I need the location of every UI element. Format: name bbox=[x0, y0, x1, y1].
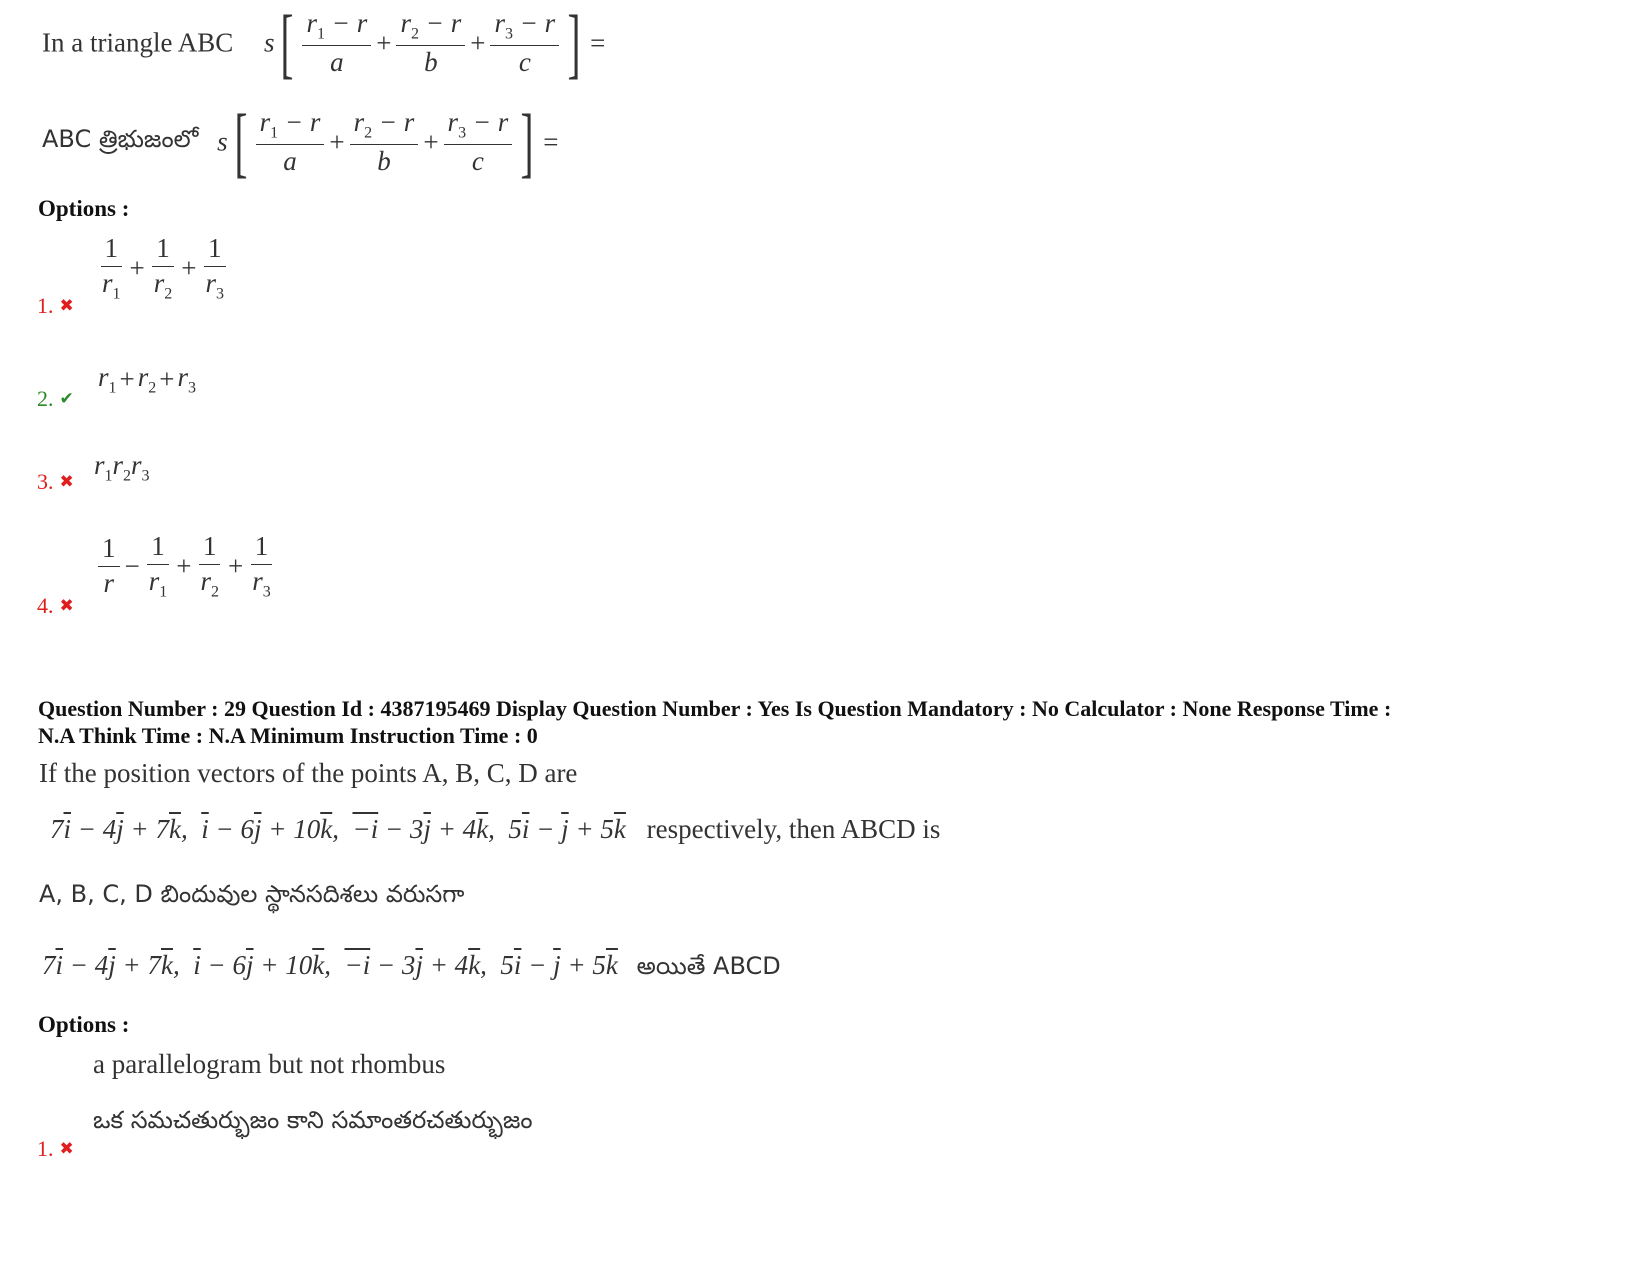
correct-check-icon: ✔ bbox=[59, 389, 74, 409]
vectors-expression-te: $7\overline{i} - 4\overline{j} + 7\overline{k}$, $\overline{i} - 6\overline{j} + 10\overline{k}$, $-i - 3\overline{j} + 4\overline{k}$, $5\overline{i} - \overline{j} + 5\overline{k}$ bbox=[42, 950, 618, 980]
wrong-mark-icon: ✖ bbox=[59, 296, 74, 316]
option-1-expression[interactable]: $\frac{1}{r_1}$ + $\frac{1}{r_2}$ + $\frac{1}{r_3}$ bbox=[102, 233, 225, 303]
option-1-status bbox=[37, 293, 74, 319]
stem-te-prefix: ABC త్రిభుజంలో bbox=[42, 125, 199, 154]
option-2-status bbox=[37, 386, 74, 412]
option-1-text-te-wrap[interactable] bbox=[93, 1104, 533, 1140]
stem-en-prefix: In a triangle ABC bbox=[42, 27, 234, 58]
stem-expression: s[ $\frac{r_1 - r}{a}$ + $\frac{r_2 - r}{b}$ + $\frac{r_3 - r}{c}$ ] = bbox=[263, 0, 606, 86]
option-1-text-te: ఒక సమచతుర్భుజం కాని సమాంతరచతుర్భుజం bbox=[93, 1106, 533, 1134]
option-number: 2. bbox=[37, 386, 54, 411]
stem-te-line1-text: A, B, C, D బిందువుల స్థానసదిశలు వరుసగా bbox=[39, 880, 465, 908]
wrong-mark-icon: ✖ bbox=[59, 1139, 74, 1159]
question-29-stem-en-line1: If the position vectors of the points A, B, C, D are bbox=[39, 758, 578, 788]
option-3-expression[interactable]: $r_1r_2r_3$ bbox=[94, 450, 150, 485]
stem-en-suffix: respectively, then ABCD is bbox=[646, 814, 941, 844]
stem-te-suffix: అయితే ABCD bbox=[636, 952, 781, 980]
meta-line-2: N.A Think Time : N.A Minimum Instruction Time : 0 bbox=[38, 723, 538, 748]
option-number: 1. bbox=[37, 293, 54, 318]
option-3-status bbox=[37, 469, 74, 495]
option-2-expression[interactable]: $r_1 + r_2 + r_3$ bbox=[98, 362, 197, 397]
option-1-text-en[interactable]: a parallelogram but not rhombus bbox=[93, 1049, 446, 1079]
vectors-expression: $7\overline{i} - 4\overline{j} + 7\overline{k}$, $\overline{i} - 6\overline{j} + 10\overline{k}$, $-i - 3\overline{j} + 4\overline{k}$, $5\overline{i} - \overline{j} + 5\overline{k}$ bbox=[50, 814, 626, 844]
option-number: 4. bbox=[37, 593, 54, 618]
question-29-stem-te-line1 bbox=[39, 878, 464, 914]
question-28-stem-en bbox=[42, 0, 608, 86]
option-number: 1. bbox=[37, 1136, 54, 1161]
option-1-status bbox=[37, 1136, 74, 1162]
option-4-status bbox=[37, 593, 74, 619]
question-28-stem-te bbox=[42, 98, 562, 185]
wrong-mark-icon: ✖ bbox=[59, 472, 74, 492]
option-4-expression[interactable]: $\frac{1}{r}$ − $\frac{1}{r_1}$ + $\frac{1}{r_2}$ + $\frac{1}{r_3}$ bbox=[96, 532, 277, 601]
question-29-meta bbox=[38, 695, 1618, 749]
question-29-stem-te-line2 bbox=[42, 950, 781, 986]
option-number: 3. bbox=[37, 469, 54, 494]
question-29-stem-en-line2 bbox=[50, 814, 940, 845]
options-label: Options : bbox=[38, 1012, 130, 1037]
stem-expression-te: s[ $\frac{r_1 - r}{a}$ + $\frac{r_2 - r}{b}$ + $\frac{r_3 - r}{c}$ ] = bbox=[217, 98, 559, 185]
options-label: Options : bbox=[38, 196, 130, 221]
meta-line-1: Question Number : 29 Question Id : 4387195469 Display Question Number : Yes Is Question Mandatory : No Calculator : None Response Time : bbox=[38, 696, 1392, 721]
wrong-mark-icon: ✖ bbox=[59, 596, 74, 616]
